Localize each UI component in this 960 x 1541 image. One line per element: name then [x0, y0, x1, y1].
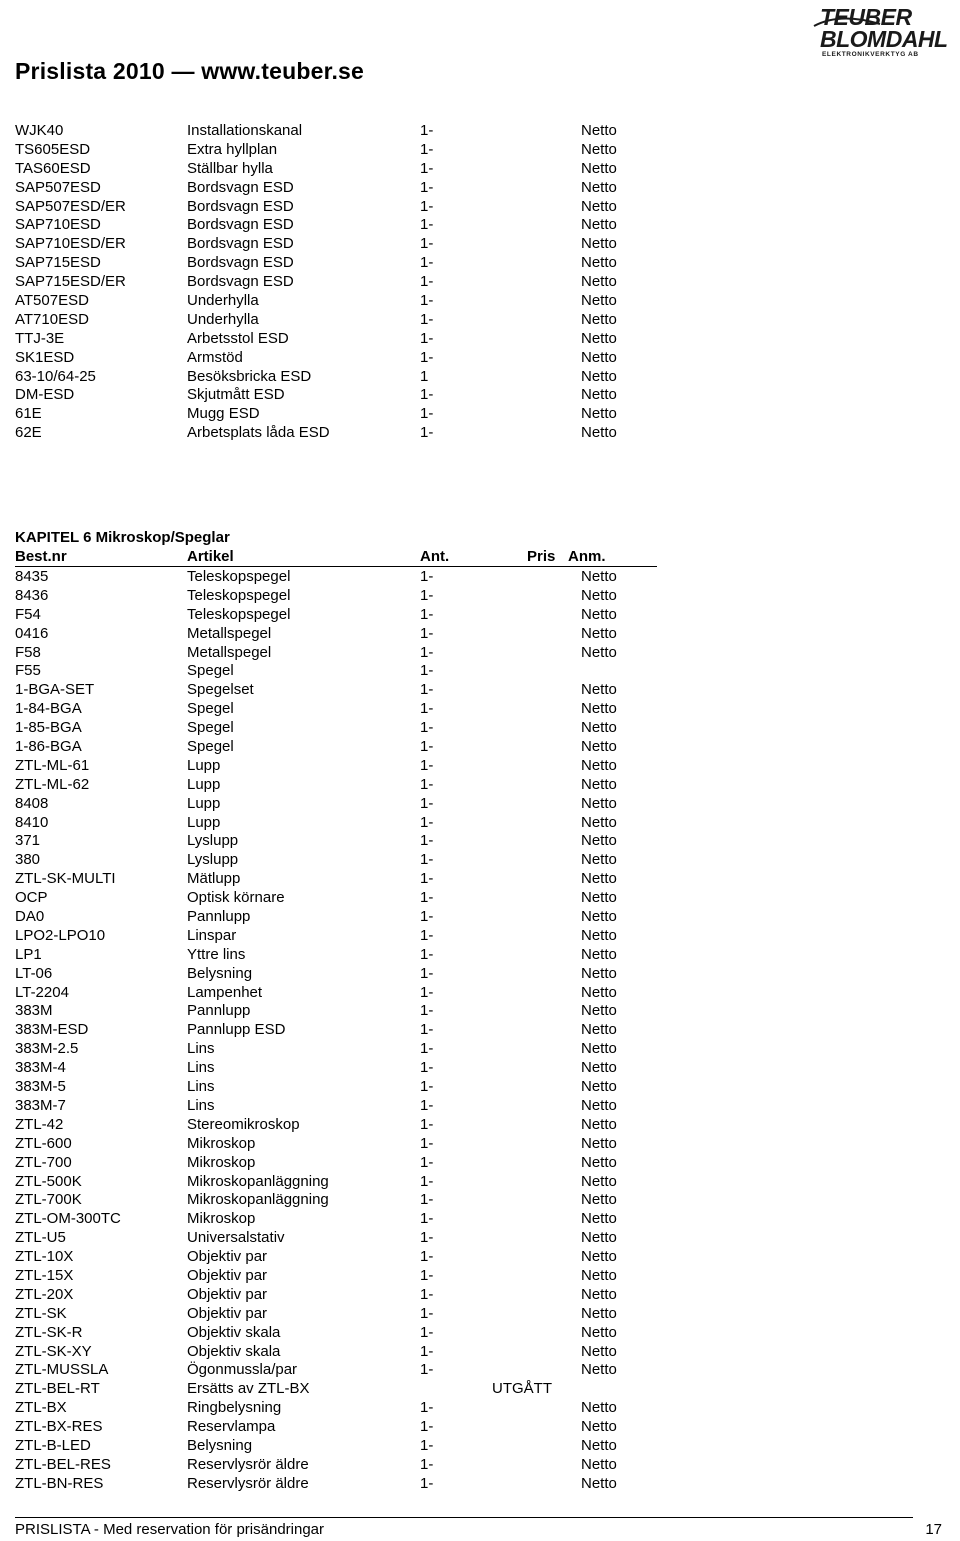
best-nr-cell: SAP715ESD — [15, 254, 101, 272]
artikel-cell: Objektiv skala — [187, 1342, 281, 1360]
best-nr-cell: SAP710ESD — [15, 216, 101, 234]
best-nr-cell: TAS60ESD — [15, 159, 91, 177]
anm-cell: Netto — [581, 310, 617, 328]
artikel-cell: Reservlysrör äldre — [187, 1455, 309, 1473]
artikel-cell: Bordsvagn ESD — [187, 273, 294, 291]
anm-cell: Netto — [581, 1115, 617, 1133]
best-nr-cell: ZTL-700K — [15, 1191, 82, 1209]
pris-cell: UTGÅTT — [492, 1380, 552, 1398]
ant-cell: 1- — [420, 1078, 434, 1096]
best-nr-cell: ZTL-BEL-RT — [15, 1380, 100, 1398]
artikel-cell: Armstöd — [187, 348, 243, 366]
ant-cell: 1- — [420, 216, 434, 234]
best-nr-cell: ZTL-MUSSLA — [15, 1361, 109, 1379]
anm-cell: Netto — [581, 1210, 617, 1228]
ant-cell: 1- — [420, 178, 434, 196]
ant-cell: 1- — [420, 1248, 434, 1266]
artikel-cell: Spegel — [187, 700, 234, 718]
anm-cell: Netto — [581, 1021, 617, 1039]
ant-cell: 1- — [420, 832, 434, 850]
anm-cell: Netto — [581, 424, 617, 442]
artikel-cell: Objektiv par — [187, 1285, 268, 1303]
header-ant: Ant. — [420, 548, 450, 565]
artikel-cell: Spegel — [187, 719, 234, 737]
ant-cell: 1 — [420, 367, 429, 385]
best-nr-cell: SAP507ESD — [15, 178, 101, 196]
anm-cell: Netto — [581, 1040, 617, 1058]
anm-cell: Netto — [581, 1399, 617, 1417]
artikel-cell: Lins — [187, 1059, 215, 1077]
ant-cell: 1- — [420, 122, 434, 139]
anm-cell: Netto — [581, 1191, 617, 1209]
anm-cell: Netto — [581, 235, 617, 253]
artikel-cell: Mikroskop — [187, 1153, 256, 1171]
artikel-cell: Lyslupp — [187, 832, 239, 850]
ant-cell: 1- — [420, 851, 434, 869]
ant-cell: 1- — [420, 908, 434, 926]
artikel-cell: Objektiv par — [187, 1248, 268, 1266]
header-anm: Anm. — [568, 548, 606, 565]
best-nr-cell: TS605ESD — [15, 140, 91, 158]
ant-cell: 1- — [420, 681, 434, 699]
anm-cell: Netto — [581, 1248, 617, 1266]
anm-cell: Netto — [581, 386, 617, 404]
best-nr-cell: ZTL-BN-RES — [15, 1474, 104, 1492]
anm-cell: Netto — [581, 1342, 617, 1360]
artikel-cell: Lins — [187, 1078, 215, 1096]
anm-cell: Netto — [581, 1078, 617, 1096]
artikel-cell: Linspar — [187, 926, 237, 944]
anm-cell: Netto — [581, 1002, 617, 1020]
best-nr-cell: ZTL-SK-MULTI — [15, 870, 116, 888]
ant-cell: 1- — [420, 310, 434, 328]
ant-cell: 1- — [420, 1021, 434, 1039]
artikel-cell: Bordsvagn ESD — [187, 197, 294, 215]
ant-cell: 1- — [420, 1399, 434, 1417]
ant-cell: 1- — [420, 1361, 434, 1379]
table-header — [15, 548, 657, 567]
ant-cell: 1- — [420, 329, 434, 347]
anm-cell: Netto — [581, 273, 617, 291]
artikel-cell: Teleskopspegel — [187, 568, 291, 585]
artikel-cell: Yttre lins — [187, 945, 246, 963]
artikel-cell: Ställbar hylla — [187, 159, 273, 177]
artikel-cell: Mikroskop — [187, 1134, 256, 1152]
best-nr-cell: ZTL-SK-R — [15, 1323, 83, 1341]
best-nr-cell: 383M — [15, 1002, 53, 1020]
best-nr-cell: ZTL-BEL-RES — [15, 1455, 111, 1473]
artikel-cell: Bordsvagn ESD — [187, 235, 294, 253]
ant-cell: 1- — [420, 159, 434, 177]
anm-cell: Netto — [581, 197, 617, 215]
ant-cell: 1- — [420, 719, 434, 737]
artikel-cell: Extra hyllplan — [187, 140, 278, 158]
anm-cell: Netto — [581, 586, 617, 604]
ant-cell: 1- — [420, 235, 434, 253]
ant-cell: 1- — [420, 1153, 434, 1171]
ant-cell: 1- — [420, 1436, 434, 1454]
artikel-cell: Arbetsplats låda ESD — [187, 424, 330, 442]
anm-cell: Netto — [581, 983, 617, 1001]
best-nr-cell: SAP710ESD/ER — [15, 235, 126, 253]
artikel-cell: Stereomikroskop — [187, 1115, 300, 1133]
artikel-cell: Lupp — [187, 794, 221, 812]
best-nr-cell: OCP — [15, 889, 48, 907]
best-nr-cell: LT-2204 — [15, 983, 69, 1001]
artikel-cell: Ringbelysning — [187, 1399, 282, 1417]
artikel-cell: Underhylla — [187, 310, 259, 328]
ant-cell: 1- — [420, 662, 434, 680]
anm-cell: Netto — [581, 1474, 617, 1492]
ant-cell: 1- — [420, 1191, 434, 1209]
ant-cell: 1- — [420, 1342, 434, 1360]
best-nr-cell: ZTL-500K — [15, 1172, 82, 1190]
ant-cell: 1- — [420, 1002, 434, 1020]
best-nr-cell: ZTL-BX-RES — [15, 1418, 103, 1436]
ant-cell: 1- — [420, 1323, 434, 1341]
anm-cell: Netto — [581, 719, 617, 737]
artikel-cell: Bordsvagn ESD — [187, 178, 294, 196]
artikel-cell: Belysning — [187, 1436, 253, 1454]
best-nr-cell: 8410 — [15, 813, 49, 831]
best-nr-cell: AT507ESD — [15, 292, 89, 310]
best-nr-cell: ZTL-42 — [15, 1115, 64, 1133]
artikel-cell: Mikroskopanläggning — [187, 1172, 329, 1190]
anm-cell: Netto — [581, 964, 617, 982]
artikel-cell: Objektiv par — [187, 1266, 268, 1284]
best-nr-cell: SAP507ESD/ER — [15, 197, 126, 215]
best-nr-cell: F54 — [15, 605, 41, 623]
anm-cell: Netto — [581, 1266, 617, 1284]
anm-cell: Netto — [581, 624, 617, 642]
artikel-cell: Reservlampa — [187, 1418, 276, 1436]
artikel-cell: Metallspegel — [187, 643, 272, 661]
anm-cell: Netto — [581, 681, 617, 699]
best-nr-cell: ZTL-10X — [15, 1248, 74, 1266]
best-nr-cell: F55 — [15, 662, 41, 680]
ant-cell: 1- — [420, 756, 434, 774]
best-nr-cell: DA0 — [15, 908, 45, 926]
artikel-cell: Mikroskop — [187, 1210, 256, 1228]
anm-cell: Netto — [581, 329, 617, 347]
best-nr-cell: ZTL-20X — [15, 1285, 74, 1303]
ant-cell: 1- — [420, 1115, 434, 1133]
artikel-cell: Lins — [187, 1096, 215, 1114]
best-nr-cell: 383M-7 — [15, 1096, 66, 1114]
ant-cell: 1- — [420, 700, 434, 718]
best-nr-cell: ZTL-ML-62 — [15, 775, 90, 793]
ant-cell: 1- — [420, 1285, 434, 1303]
anm-cell: Netto — [581, 756, 617, 774]
artikel-cell: Underhylla — [187, 292, 259, 310]
ant-cell: 1- — [420, 386, 434, 404]
artikel-cell: Lupp — [187, 756, 221, 774]
anm-cell: Netto — [581, 870, 617, 888]
anm-cell: Netto — [581, 140, 617, 158]
ant-cell: 1- — [420, 813, 434, 831]
artikel-cell: Mikroskopanläggning — [187, 1191, 329, 1209]
anm-cell: Netto — [581, 254, 617, 272]
best-nr-cell: ZTL-SK — [15, 1304, 67, 1322]
anm-cell: Netto — [581, 926, 617, 944]
best-nr-cell: SAP715ESD/ER — [15, 273, 126, 291]
anm-cell: Netto — [581, 738, 617, 756]
anm-cell: Netto — [581, 1172, 617, 1190]
best-nr-cell: 1-BGA-SET — [15, 681, 95, 699]
best-nr-cell: 0416 — [15, 624, 49, 642]
best-nr-cell: 1-85-BGA — [15, 719, 82, 737]
ant-cell: 1- — [420, 424, 434, 442]
artikel-cell: Mugg ESD — [187, 405, 260, 423]
artikel-cell: Teleskopspegel — [187, 586, 291, 604]
anm-cell: Netto — [581, 159, 617, 177]
page-number: 17 — [925, 1521, 942, 1538]
artikel-cell: Pannlupp — [187, 1002, 251, 1020]
artikel-cell: Optisk körnare — [187, 889, 285, 907]
artikel-cell: Skjutmått ESD — [187, 386, 285, 404]
ant-cell: 1- — [420, 983, 434, 1001]
ant-cell: 1- — [420, 1455, 434, 1473]
best-nr-cell: ZTL-SK-XY — [15, 1342, 92, 1360]
ant-cell: 1- — [420, 775, 434, 793]
header-best-nr: Best.nr — [15, 548, 67, 565]
footer-text: PRISLISTA - Med reservation för prisändringar — [15, 1521, 325, 1538]
ant-cell: 1- — [420, 1210, 434, 1228]
ant-cell: 1- — [420, 889, 434, 907]
best-nr-cell: 371 — [15, 832, 41, 850]
best-nr-cell: 8408 — [15, 794, 49, 812]
artikel-cell: Spegel — [187, 662, 234, 680]
artikel-cell: Lampenhet — [187, 983, 263, 1001]
anm-cell: Netto — [581, 945, 617, 963]
anm-cell: Netto — [581, 348, 617, 366]
artikel-cell: Objektiv par — [187, 1304, 268, 1322]
best-nr-cell: F58 — [15, 643, 41, 661]
anm-cell: Netto — [581, 216, 617, 234]
logo-line3: ELEKTRONIKVERKTYG AB — [822, 51, 919, 58]
best-nr-cell: ZTL-BX — [15, 1399, 67, 1417]
best-nr-cell: DM-ESD — [15, 386, 75, 404]
artikel-cell: Bordsvagn ESD — [187, 254, 294, 272]
anm-cell: Netto — [581, 794, 617, 812]
company-logo — [810, 4, 952, 64]
best-nr-cell: ZTL-B-LED — [15, 1436, 91, 1454]
anm-cell: Netto — [581, 178, 617, 196]
best-nr-cell: ZTL-OM-300TC — [15, 1210, 121, 1228]
anm-cell: Netto — [581, 1229, 617, 1247]
best-nr-cell: LT-06 — [15, 964, 53, 982]
ant-cell: 1- — [420, 568, 434, 585]
anm-cell: Netto — [581, 775, 617, 793]
best-nr-cell: 1-86-BGA — [15, 738, 82, 756]
artikel-cell: Ersätts av ZTL-BX — [187, 1380, 310, 1398]
page-title: Prislista 2010 — www.teuber.se — [15, 58, 365, 84]
anm-cell: Netto — [581, 1059, 617, 1077]
artikel-cell: Mätlupp — [187, 870, 241, 888]
anm-cell: Netto — [581, 568, 617, 585]
artikel-cell: Pannlupp ESD — [187, 1021, 286, 1039]
ant-cell: 1- — [420, 1304, 434, 1322]
best-nr-cell: ZTL-600 — [15, 1134, 72, 1152]
anm-cell: Netto — [581, 643, 617, 661]
best-nr-cell: 380 — [15, 851, 41, 869]
ant-cell: 1- — [420, 1040, 434, 1058]
best-nr-cell: ZTL-ML-61 — [15, 756, 90, 774]
artikel-cell: Besöksbricka ESD — [187, 367, 312, 385]
artikel-cell: Teleskopspegel — [187, 605, 291, 623]
best-nr-cell: AT710ESD — [15, 310, 89, 328]
artikel-cell: Lyslupp — [187, 851, 239, 869]
artikel-cell: Ögonmussla/par — [187, 1361, 298, 1379]
best-nr-cell: LP1 — [15, 945, 42, 963]
logo-line1: TEUBER — [820, 4, 912, 30]
ant-cell: 1- — [420, 292, 434, 310]
best-nr-cell: ZTL-15X — [15, 1266, 74, 1284]
best-nr-cell: 1-84-BGA — [15, 700, 82, 718]
best-nr-cell: 383M-ESD — [15, 1021, 89, 1039]
best-nr-cell: SK1ESD — [15, 348, 75, 366]
ant-cell: 1- — [420, 1134, 434, 1152]
ant-cell: 1- — [420, 945, 434, 963]
artikel-cell: Arbetsstol ESD — [187, 329, 289, 347]
best-nr-cell: 383M-5 — [15, 1078, 66, 1096]
ant-cell: 1- — [420, 1229, 434, 1247]
anm-cell: Netto — [581, 1285, 617, 1303]
artikel-cell: Spegel — [187, 738, 234, 756]
artikel-cell: Reservlysrör äldre — [187, 1474, 309, 1492]
artikel-cell: Lupp — [187, 775, 221, 793]
footer-divider — [15, 1517, 913, 1518]
anm-cell: Netto — [581, 851, 617, 869]
anm-cell: Netto — [581, 1418, 617, 1436]
ant-cell: 1- — [420, 926, 434, 944]
best-nr-cell: 383M-4 — [15, 1059, 66, 1077]
ant-cell: 1- — [420, 197, 434, 215]
ant-cell: 1- — [420, 273, 434, 291]
anm-cell: Netto — [581, 292, 617, 310]
artikel-cell: Universalstativ — [187, 1229, 285, 1247]
artikel-cell: Lins — [187, 1040, 215, 1058]
anm-cell: Netto — [581, 405, 617, 423]
anm-cell: Netto — [581, 908, 617, 926]
anm-cell: Netto — [581, 832, 617, 850]
anm-cell: Netto — [581, 1096, 617, 1114]
anm-cell: Netto — [581, 889, 617, 907]
anm-cell: Netto — [581, 1436, 617, 1454]
ant-cell: 1- — [420, 1474, 434, 1492]
anm-cell: Netto — [581, 1455, 617, 1473]
artikel-cell: Bordsvagn ESD — [187, 216, 294, 234]
artikel-cell: Pannlupp — [187, 908, 251, 926]
ant-cell: 1- — [420, 254, 434, 272]
artikel-cell: Spegelset — [187, 681, 254, 699]
header-pris: Pris — [527, 548, 556, 565]
best-nr-cell: ZTL-700 — [15, 1153, 72, 1171]
best-nr-cell: 383M-2.5 — [15, 1040, 79, 1058]
header-artikel: Artikel — [187, 548, 234, 565]
best-nr-cell: 63-10/64-25 — [15, 367, 96, 385]
ant-cell: 1- — [420, 643, 434, 661]
artikel-cell: Lupp — [187, 813, 221, 831]
ant-cell: 1- — [420, 1418, 434, 1436]
anm-cell: Netto — [581, 367, 617, 385]
artikel-cell: Installationskanal — [187, 122, 303, 139]
ant-cell: 1- — [420, 1266, 434, 1284]
anm-cell: Netto — [581, 1134, 617, 1152]
ant-cell: 1- — [420, 1096, 434, 1114]
ant-cell: 1- — [420, 1172, 434, 1190]
best-nr-cell: WJK40 — [15, 122, 64, 139]
ant-cell: 1- — [420, 348, 434, 366]
anm-cell: Netto — [581, 1361, 617, 1379]
anm-cell: Netto — [581, 700, 617, 718]
artikel-cell: Metallspegel — [187, 624, 272, 642]
artikel-cell: Objektiv skala — [187, 1323, 281, 1341]
anm-cell: Netto — [581, 122, 617, 139]
anm-cell: Netto — [581, 1304, 617, 1322]
best-nr-cell: LPO2-LPO10 — [15, 926, 106, 944]
best-nr-cell: 62E — [15, 424, 42, 442]
anm-cell: Netto — [581, 605, 617, 623]
best-nr-cell: ZTL-U5 — [15, 1229, 66, 1247]
ant-cell: 1- — [420, 738, 434, 756]
ant-cell: 1- — [420, 140, 434, 158]
ant-cell: 1- — [420, 964, 434, 982]
ant-cell: 1- — [420, 1059, 434, 1077]
ant-cell: 1- — [420, 794, 434, 812]
ant-cell: 1- — [420, 605, 434, 623]
logo-line2: BLOMDAHL — [820, 26, 948, 52]
best-nr-cell: 61E — [15, 405, 42, 423]
ant-cell: 1- — [420, 870, 434, 888]
best-nr-cell: 8435 — [15, 568, 49, 585]
anm-cell: Netto — [581, 813, 617, 831]
anm-cell: Netto — [581, 1153, 617, 1171]
artikel-cell: Belysning — [187, 964, 253, 982]
best-nr-cell: TTJ-3E — [15, 329, 65, 347]
ant-cell: 1- — [420, 586, 434, 604]
anm-cell: Netto — [581, 1323, 617, 1341]
ant-cell: 1- — [420, 624, 434, 642]
section-title: KAPITEL 6 Mikroskop/Speglar — [15, 529, 230, 546]
ant-cell: 1- — [420, 405, 434, 423]
best-nr-cell: 8436 — [15, 586, 49, 604]
